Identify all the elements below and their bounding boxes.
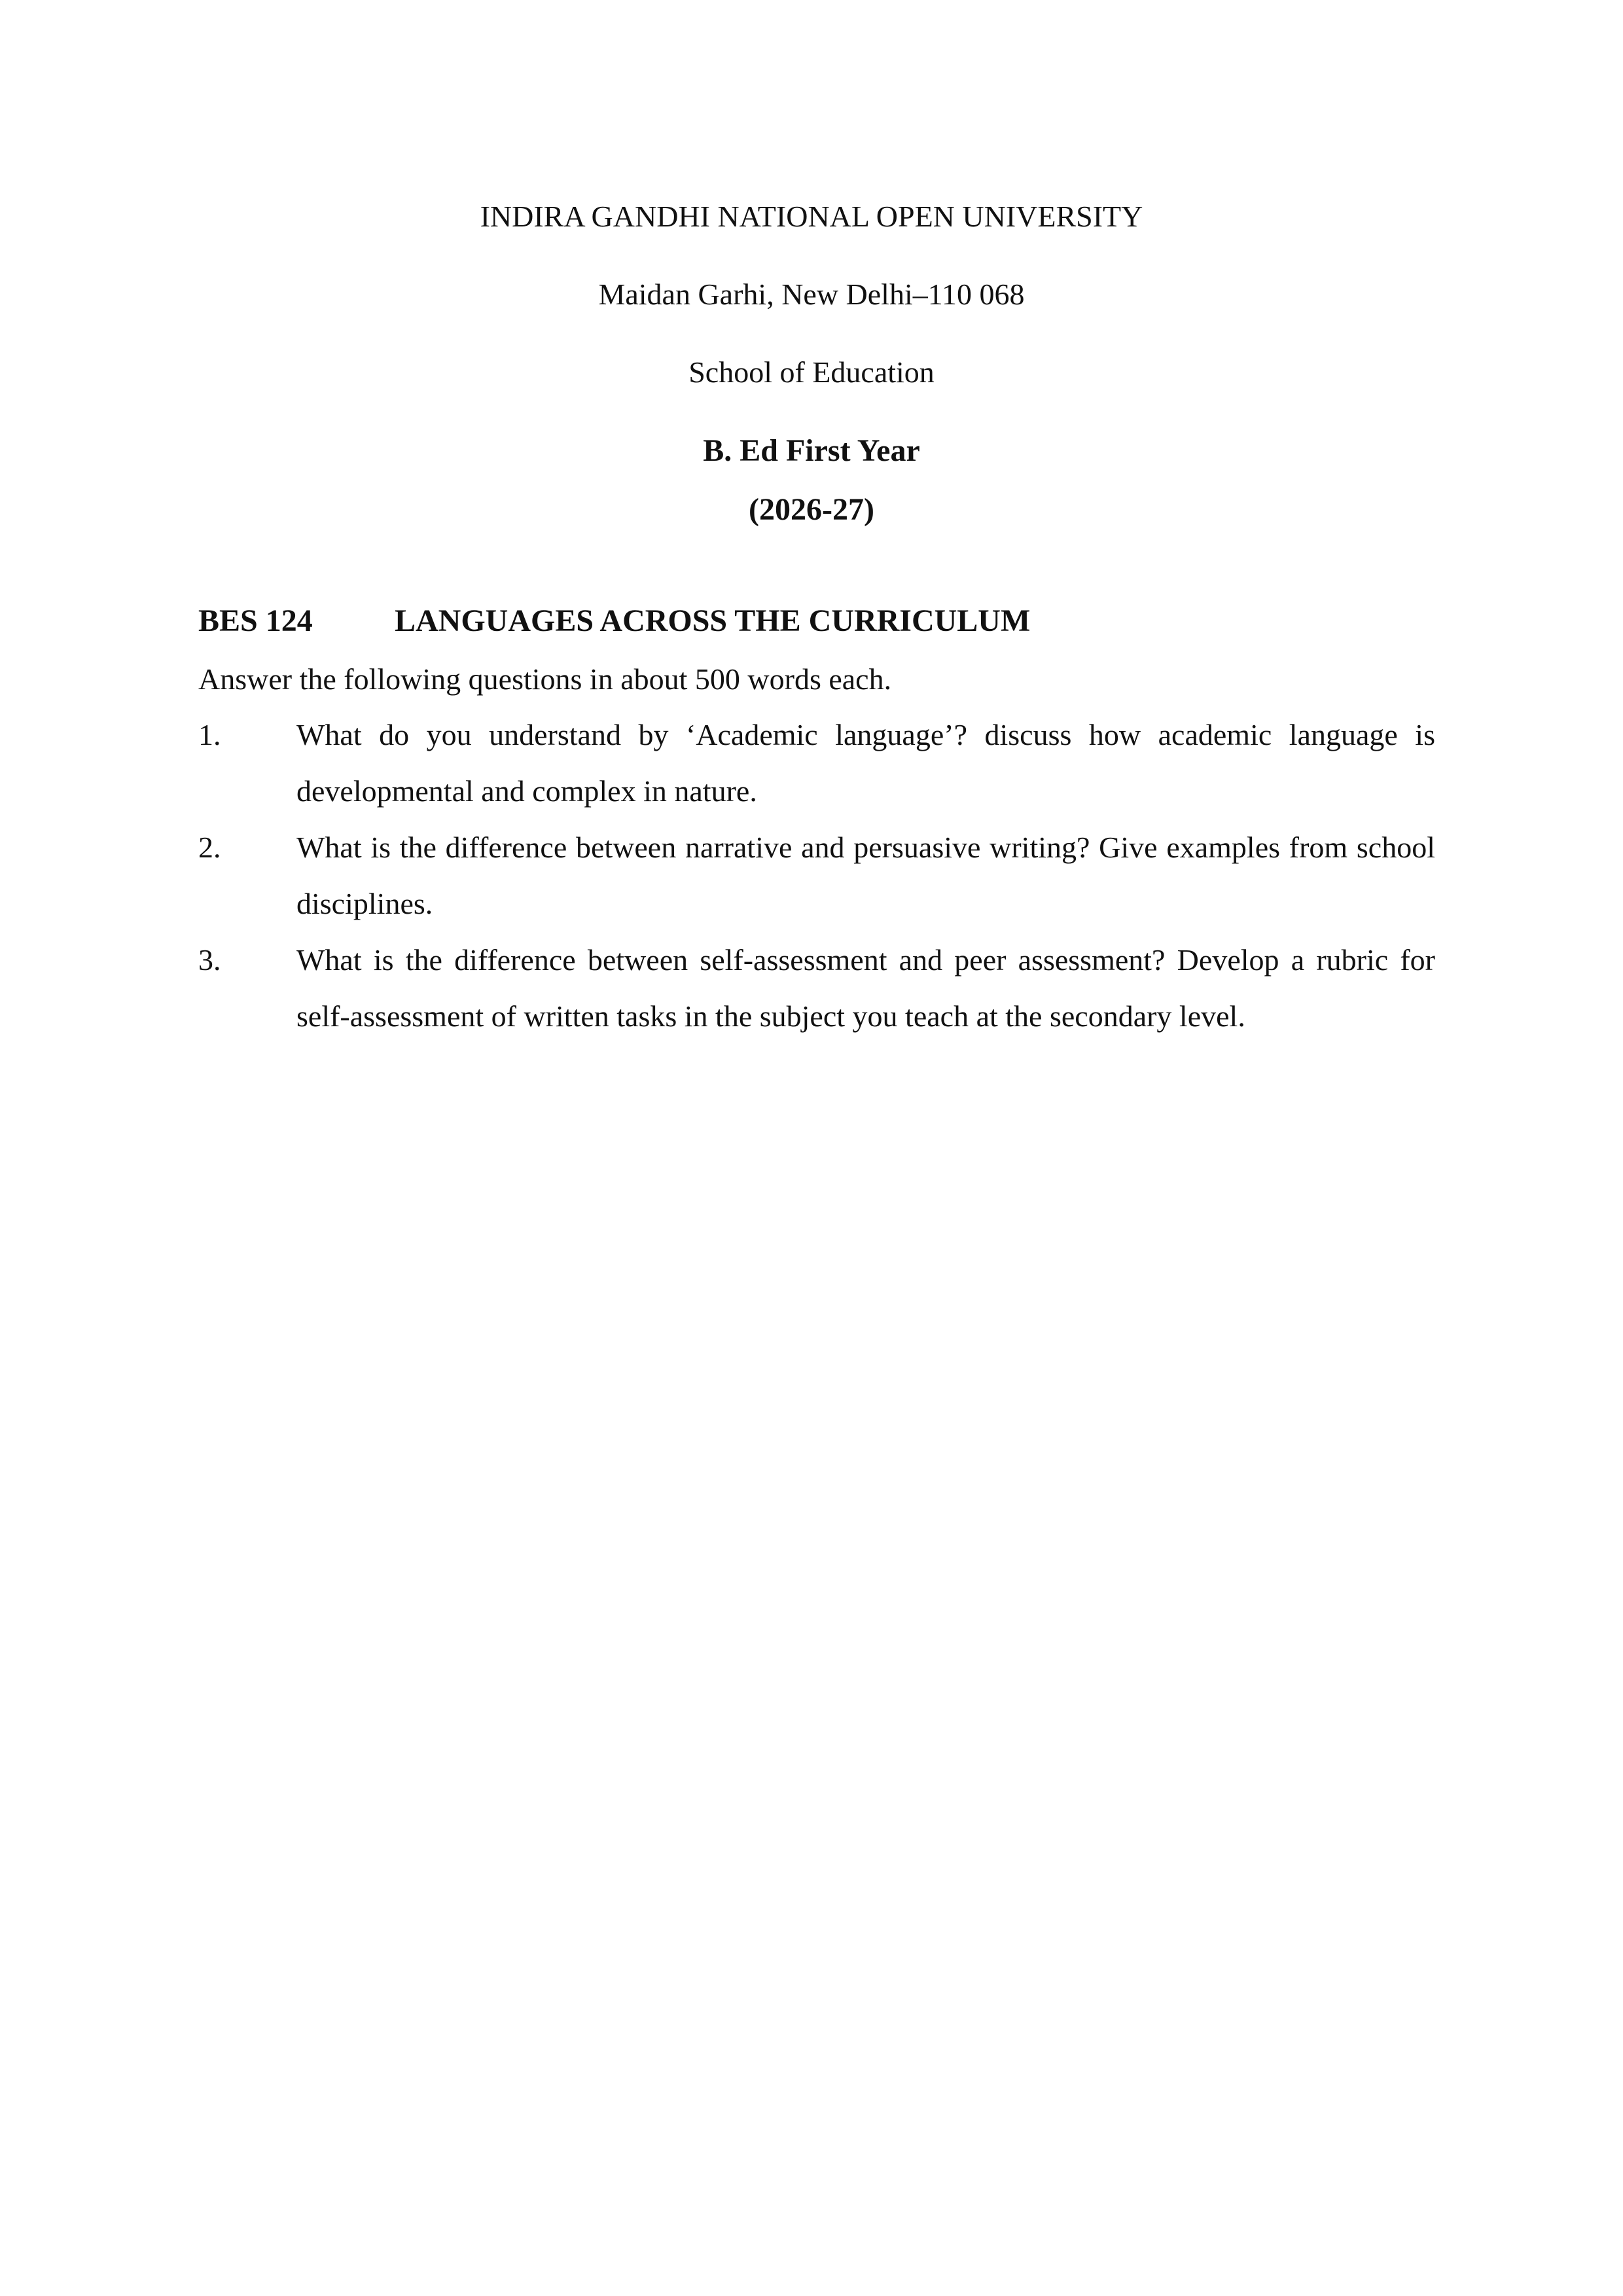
question-3 [198,932,1435,1045]
school-name: School of Education [688,355,935,389]
course-code: BES 124 [198,603,313,638]
instruction-text: Answer the following questions in about 500 words each. [198,662,892,696]
question-text: What do you understand by ‘Academic language’? discuss how academic language is developmental and complex in nature. [296,718,1435,808]
question-number: 1. [198,718,221,751]
programme-title: B. Ed First Year [703,433,920,468]
course-title: LANGUAGES ACROSS THE CURRICULUM [395,603,1031,638]
question-text: What is the difference between narrative and persuasive writing? Give examples from school disciplines. [296,831,1435,920]
session-year: (2026-27) [749,492,874,527]
question-1 [198,707,1435,819]
question-number: 3. [198,943,221,977]
question-text: What is the difference between self-assessment and peer assessment? Develop a rubric for self-assessment of written tasks in the subject you teach at the secondary level. [296,943,1435,1033]
course-heading [198,602,1442,640]
question-number: 2. [198,831,221,864]
university-address: Maidan Garhi, New Delhi–110 068 [598,278,1025,311]
university-name: INDIRA GANDHI NATIONAL OPEN UNIVERSITY [480,200,1143,233]
question-2 [198,819,1435,932]
